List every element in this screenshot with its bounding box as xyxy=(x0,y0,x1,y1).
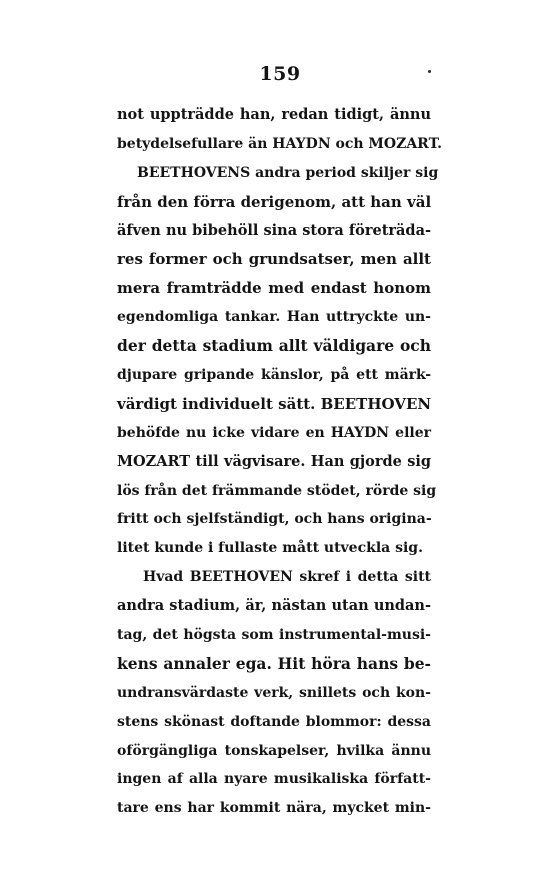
text-line-18: andra stadium, är, nästan utan undan- xyxy=(117,597,431,615)
text-line-6: res former och grundsatser, men allt xyxy=(117,250,431,269)
text-line-24: ingen af alla nyare musikaliska författ- xyxy=(117,771,431,788)
page-number: 159 xyxy=(259,63,301,85)
text-line-17: Hvad BEETHOVEN skref i detta sitt xyxy=(143,569,431,586)
text-line-2: betydelsefullare än HAYDN och MOZART. xyxy=(117,135,443,152)
ink-speck xyxy=(428,70,431,73)
text-line-10: djupare gripande känslor, på ett märk- xyxy=(117,367,431,384)
text-line-3: BEETHOVENS andra period skiljer sig xyxy=(137,164,439,181)
text-line-16: litet kunde i fullaste mått utveckla sig. xyxy=(117,540,423,557)
text-line-22: stens skönast doftande blommor: dessa xyxy=(117,713,431,730)
text-line-23: oförgängliga tonskapelser, hvilka ännu xyxy=(117,742,431,759)
text-line-9: der detta stadium allt väldigare och xyxy=(117,336,431,356)
text-line-14: lös från det främmande stödet, rörde sig xyxy=(117,482,437,499)
text-line-11: värdigt individuelt sätt. BEETHOVEN xyxy=(117,394,432,413)
text-line-21: undransvärdaste verk, snillets och kon- xyxy=(117,684,431,701)
text-line-5: äfven nu bibehöll sina stora företräda- xyxy=(117,221,431,239)
text-line-1: not uppträdde han, redan tidigt, ännu xyxy=(117,106,431,123)
text-line-13: MOZART till vägvisare. Han gjorde sig xyxy=(117,452,431,470)
text-line-7: mera framträdde med endast honom xyxy=(117,279,431,298)
text-line-15: fritt och sjelfständigt, och hans origina- xyxy=(117,511,432,528)
text-line-20: kens annaler ega. Hit höra hans be- xyxy=(117,653,431,673)
text-line-25: tare ens har kommit nära, mycket min- xyxy=(117,800,431,817)
text-line-19: tag, det högsta som instrumental-musi- xyxy=(117,627,431,644)
text-line-8: egendomliga tankar. Han uttryckte un- xyxy=(117,309,431,326)
text-line-4: från den förra derigenom, att han väl xyxy=(117,192,432,211)
text-line-12: behöfde nu icke vidare en HAYDN eller xyxy=(117,424,431,441)
body-text xyxy=(117,101,443,823)
